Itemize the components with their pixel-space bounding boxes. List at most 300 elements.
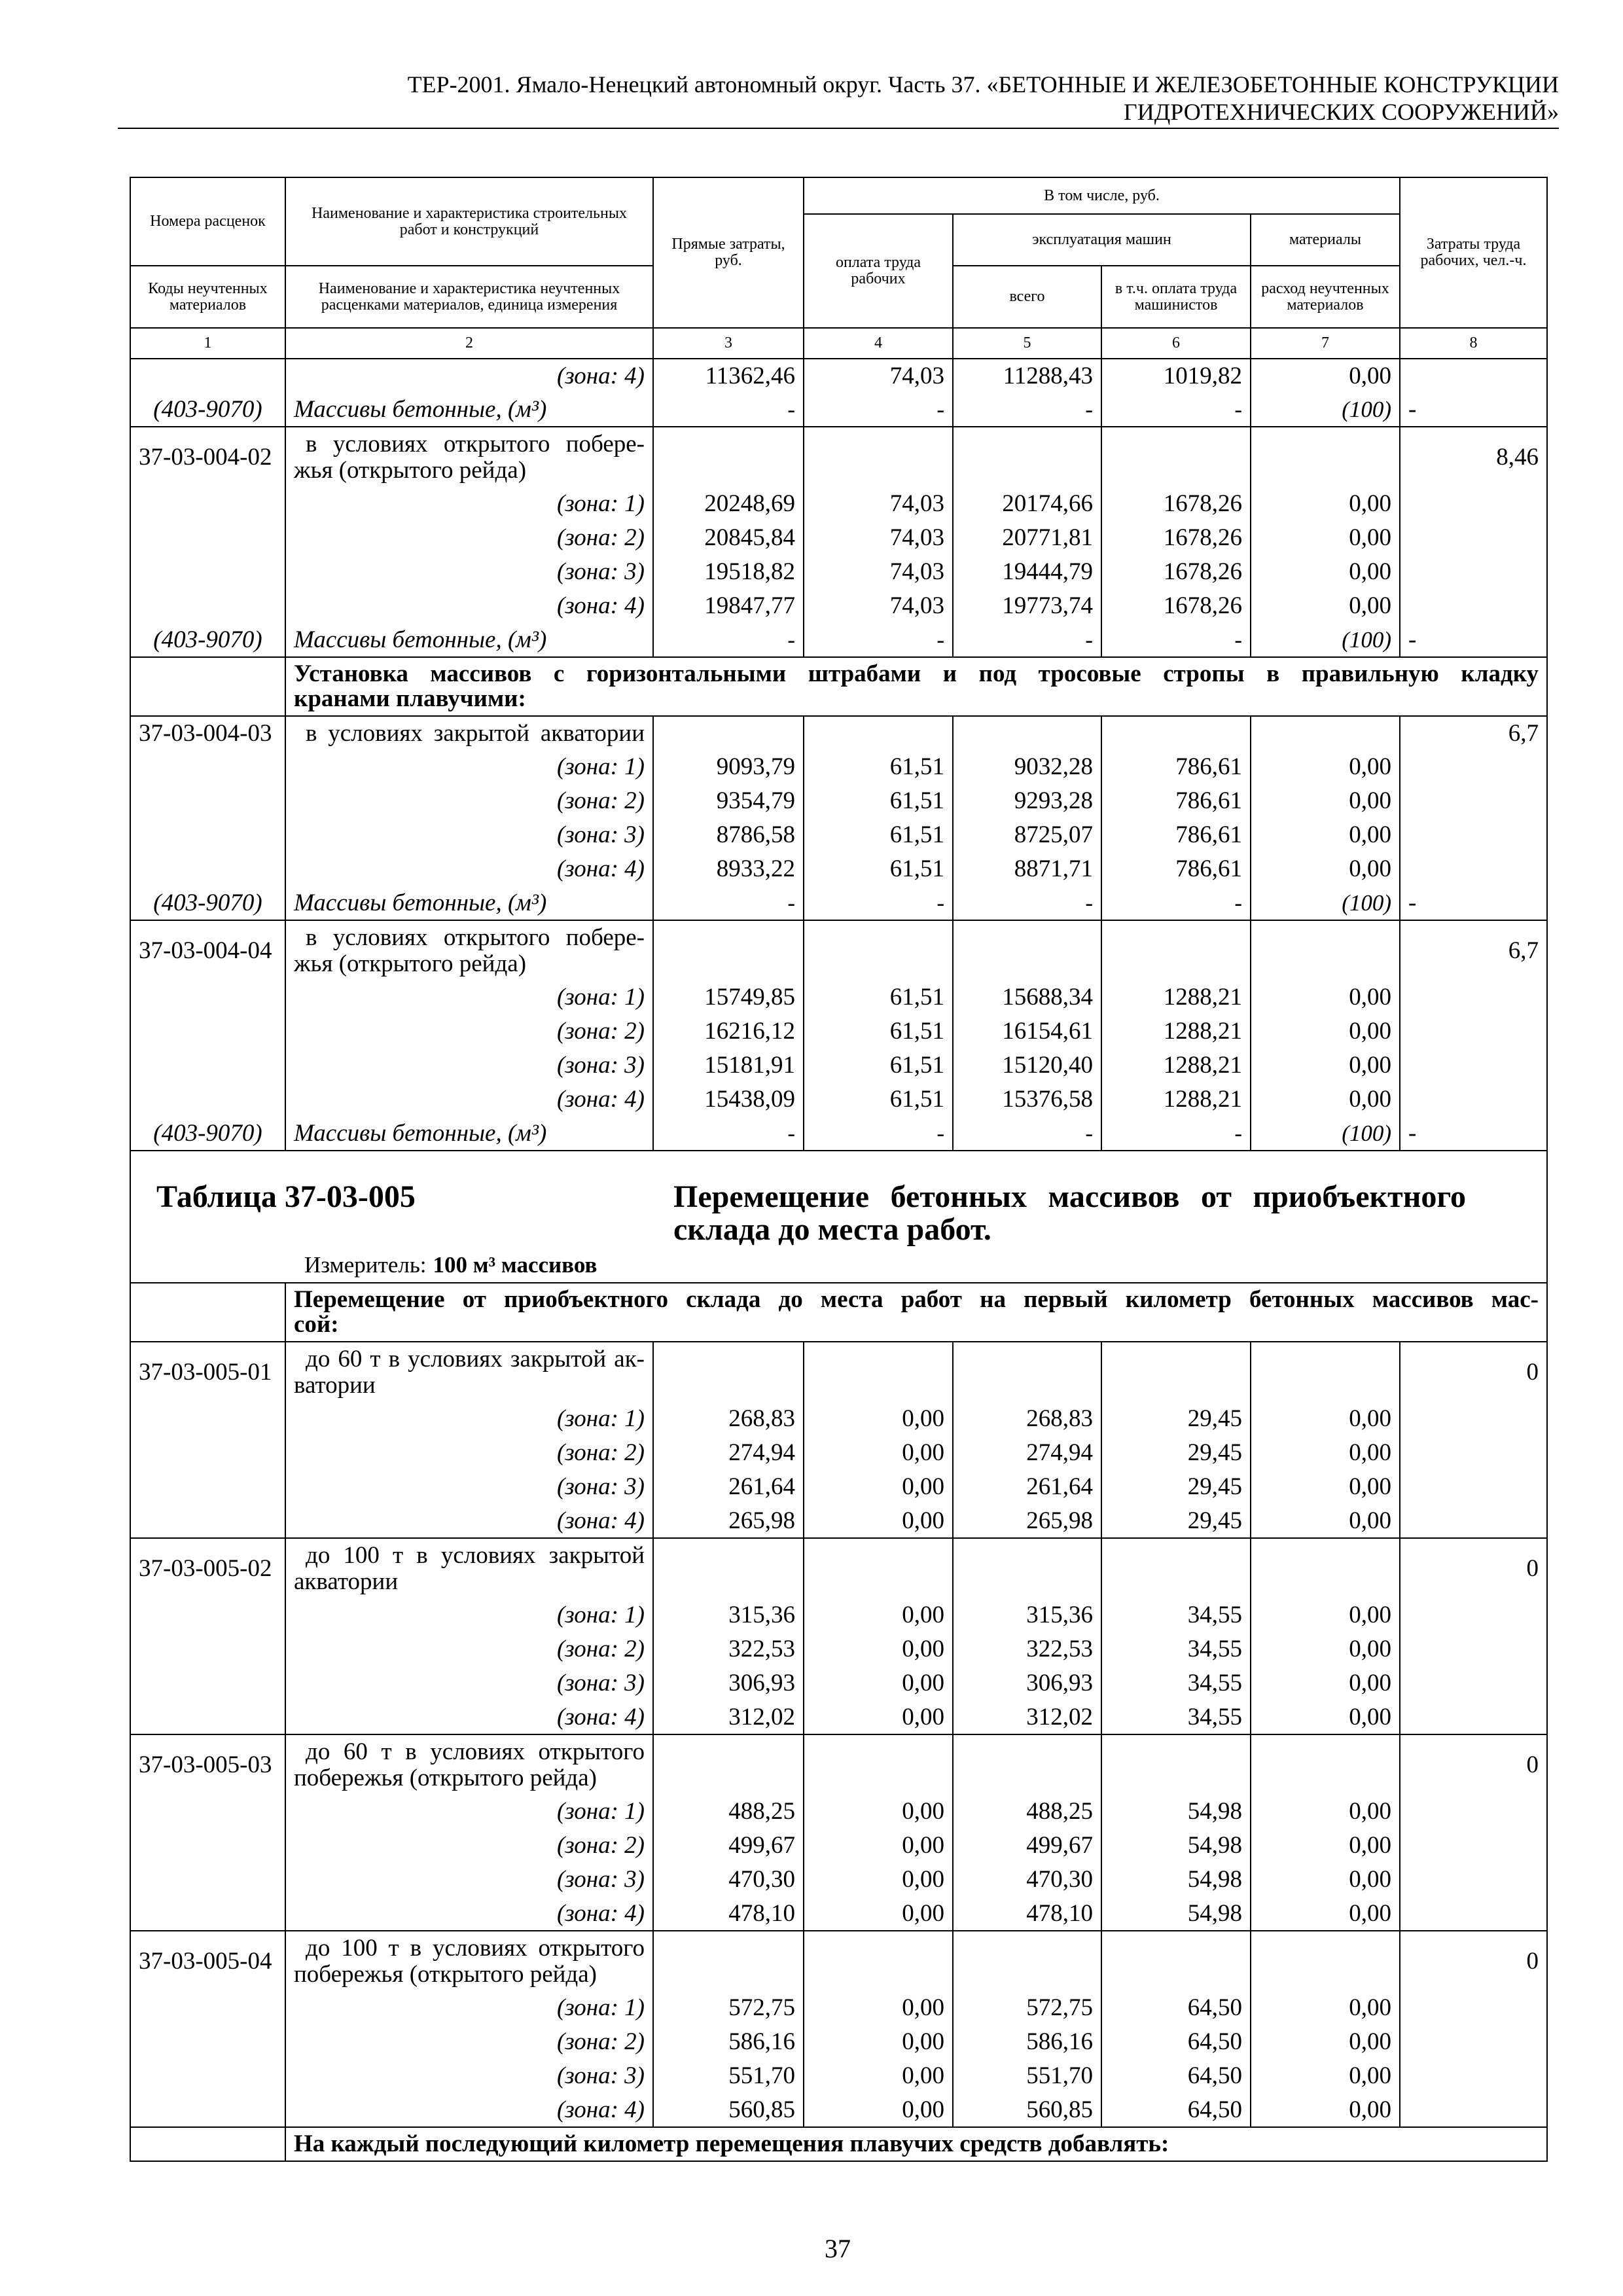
empty-cell bbox=[953, 427, 1101, 487]
empty-cell bbox=[1251, 1538, 1400, 1598]
labor-pay-value: 0,00 bbox=[804, 1402, 953, 1436]
machine-cost-value: - bbox=[953, 886, 1101, 920]
zone-row bbox=[130, 1083, 1547, 1117]
materials-value: 0,00 bbox=[1251, 1795, 1400, 1829]
material-code: (403-9070) bbox=[130, 623, 285, 657]
item-name bbox=[285, 1538, 653, 1598]
rate-code: 37-03-005-03 bbox=[130, 1734, 285, 1795]
zone-row bbox=[130, 1829, 1547, 1863]
machine-cost-value: 488,25 bbox=[953, 1795, 1101, 1829]
materials-value: 0,00 bbox=[1251, 1504, 1400, 1538]
empty-cell bbox=[1101, 427, 1251, 487]
machine-cost-value: 551,70 bbox=[953, 2059, 1101, 2093]
item-row bbox=[130, 1931, 1547, 1991]
machine-cost-value: 274,94 bbox=[953, 1436, 1101, 1470]
machine-cost-value: 9032,28 bbox=[953, 750, 1101, 784]
operator-pay-value: 29,45 bbox=[1101, 1402, 1251, 1436]
zone-label: (зона: 4) bbox=[285, 1083, 653, 1117]
header-material-name: Наименование и характеристика неучтенных расценками материалов, единица измерения bbox=[285, 266, 653, 328]
machine-cost-value: 20771,81 bbox=[953, 521, 1101, 555]
zone-label: (зона: 2) bbox=[285, 784, 653, 818]
empty-cell bbox=[1400, 1014, 1547, 1049]
table-title-line: Перемещение бетонных массивов от приобъектного bbox=[673, 1179, 1466, 1214]
section-heading-line: Установка массивов с горизонтальными штрабами и под тросовые стропы в правильную кладку bbox=[294, 660, 1539, 687]
materials-value: 0,00 bbox=[1251, 521, 1400, 555]
direct-cost-value: - bbox=[653, 623, 804, 657]
materials-value: 0,00 bbox=[1251, 2059, 1400, 2093]
labor-pay-value: 74,03 bbox=[804, 359, 953, 393]
running-header-line: ТЕР-2001. Ямало-Ненецкий автономный округ. Часть 37. «БЕТОННЫЕ И ЖЕЛЕЗОБЕТОННЫЕ КОНСТРУКЦИИ bbox=[407, 71, 1559, 98]
empty-cell bbox=[1101, 1538, 1251, 1598]
zone-label: (зона: 2) bbox=[285, 1014, 653, 1049]
operator-pay-value: 786,61 bbox=[1101, 750, 1251, 784]
materials-value: 0,00 bbox=[1251, 852, 1400, 886]
column-number-row bbox=[130, 328, 1547, 359]
section-heading-line: Перемещение от приобъектного склада до места работ на первый километр бетонных массивов мас- bbox=[294, 1286, 1539, 1313]
machine-cost-value: - bbox=[953, 623, 1101, 657]
labor-pay-value: 0,00 bbox=[804, 1436, 953, 1470]
zone-label: (зона: 4) bbox=[285, 2093, 653, 2127]
direct-cost-value: 268,83 bbox=[653, 1402, 804, 1436]
empty-cell bbox=[1400, 1632, 1547, 1666]
machine-cost-value: 16154,61 bbox=[953, 1014, 1101, 1049]
item-name-line: акватории bbox=[294, 1568, 399, 1595]
empty-cell bbox=[804, 427, 953, 487]
labor-pay-value: 0,00 bbox=[804, 2059, 953, 2093]
materials-value: (100) bbox=[1251, 1117, 1400, 1151]
page-number: 37 bbox=[825, 2234, 851, 2263]
operator-pay-value: 64,50 bbox=[1101, 1991, 1251, 2025]
section-row bbox=[130, 1283, 1547, 1342]
materials-value: 0,00 bbox=[1251, 1402, 1400, 1436]
materials-value: 0,00 bbox=[1251, 1666, 1400, 1700]
empty-cell bbox=[1101, 920, 1251, 980]
labor-hours-value: - bbox=[1400, 623, 1547, 657]
empty-cell bbox=[1400, 555, 1547, 589]
empty-cell bbox=[653, 716, 804, 750]
operator-pay-value: 1678,26 bbox=[1101, 487, 1251, 521]
zone-label: (зона: 1) bbox=[285, 1795, 653, 1829]
zone-label: (зона: 4) bbox=[285, 359, 653, 393]
empty-cell bbox=[130, 487, 285, 521]
machine-cost-value: 499,67 bbox=[953, 1829, 1101, 1863]
item-name bbox=[285, 427, 653, 487]
operator-pay-value: 786,61 bbox=[1101, 818, 1251, 852]
zone-row bbox=[130, 555, 1547, 589]
operator-pay-value: 34,55 bbox=[1101, 1700, 1251, 1734]
machine-cost-value: 268,83 bbox=[953, 1402, 1101, 1436]
operator-pay-value: 29,45 bbox=[1101, 1470, 1251, 1504]
direct-cost-value: 15181,91 bbox=[653, 1049, 804, 1083]
labor-pay-value: 61,51 bbox=[804, 784, 953, 818]
empty-cell bbox=[130, 1991, 285, 2025]
header-materials-unaccounted: расход неучтенных материалов bbox=[1251, 266, 1400, 328]
labor-pay-value: 0,00 bbox=[804, 1795, 953, 1829]
empty-cell bbox=[130, 1632, 285, 1666]
empty-cell bbox=[1400, 1991, 1547, 2025]
direct-cost-value: 20248,69 bbox=[653, 487, 804, 521]
machine-cost-value: 312,02 bbox=[953, 1700, 1101, 1734]
empty-cell bbox=[130, 1666, 285, 1700]
zone-label: (зона: 2) bbox=[285, 1632, 653, 1666]
zone-row bbox=[130, 2093, 1547, 2127]
zone-row bbox=[130, 1897, 1547, 1931]
rates-table bbox=[130, 177, 1548, 2162]
labor-pay-value: 0,00 bbox=[804, 1470, 953, 1504]
empty-cell bbox=[130, 1049, 285, 1083]
zone-row bbox=[130, 521, 1547, 555]
materials-value: 0,00 bbox=[1251, 1436, 1400, 1470]
material-row bbox=[130, 623, 1547, 657]
empty-cell bbox=[1101, 1342, 1251, 1402]
operator-pay-value: 1288,21 bbox=[1101, 1049, 1251, 1083]
direct-cost-value: 15438,09 bbox=[653, 1083, 804, 1117]
empty-cell bbox=[130, 2059, 285, 2093]
empty-cell bbox=[1400, 1795, 1547, 1829]
item-name-line: жья (открытого рейда) bbox=[294, 456, 527, 484]
machine-cost-value: 586,16 bbox=[953, 2025, 1101, 2059]
empty-cell bbox=[1400, 487, 1547, 521]
empty-cell bbox=[130, 2093, 285, 2127]
zone-label: (зона: 4) bbox=[285, 1897, 653, 1931]
empty-cell bbox=[130, 1402, 285, 1436]
empty-cell bbox=[1251, 1931, 1400, 1991]
zone-label: (зона: 3) bbox=[285, 555, 653, 589]
direct-cost-value: 15749,85 bbox=[653, 980, 804, 1014]
labor-pay-value: 61,51 bbox=[804, 818, 953, 852]
zone-row bbox=[130, 2025, 1547, 2059]
zone-row bbox=[130, 1632, 1547, 1666]
labor-hours-value: 0 bbox=[1400, 1538, 1547, 1598]
zone-row bbox=[130, 589, 1547, 623]
labor-pay-value: - bbox=[804, 623, 953, 657]
labor-pay-value: 74,03 bbox=[804, 589, 953, 623]
table-title-row bbox=[130, 1151, 1547, 1283]
zone-label: (зона: 2) bbox=[285, 1436, 653, 1470]
empty-cell bbox=[953, 920, 1101, 980]
empty-cell bbox=[130, 1700, 285, 1734]
operator-pay-value: 64,50 bbox=[1101, 2093, 1251, 2127]
machine-cost-value: 265,98 bbox=[953, 1504, 1101, 1538]
empty-cell bbox=[1400, 1402, 1547, 1436]
zone-row bbox=[130, 487, 1547, 521]
materials-value: 0,00 bbox=[1251, 750, 1400, 784]
labor-pay-value: 0,00 bbox=[804, 1897, 953, 1931]
direct-cost-value: 478,10 bbox=[653, 1897, 804, 1931]
item-name-line: в условиях закрытой акватории bbox=[306, 719, 645, 747]
empty-cell bbox=[1400, 980, 1547, 1014]
empty-cell bbox=[1400, 521, 1547, 555]
materials-value: 0,00 bbox=[1251, 1829, 1400, 1863]
empty-cell bbox=[804, 1931, 953, 1991]
empty-cell bbox=[130, 1014, 285, 1049]
labor-pay-value: 0,00 bbox=[804, 1666, 953, 1700]
item-name-line: жья (открытого рейда) bbox=[294, 950, 527, 977]
labor-pay-value: 0,00 bbox=[804, 1991, 953, 2025]
material-name: Массивы бетонные, (м³) bbox=[285, 1117, 653, 1151]
labor-pay-value: 74,03 bbox=[804, 487, 953, 521]
operator-pay-value: 54,98 bbox=[1101, 1897, 1251, 1931]
zone-row bbox=[130, 980, 1547, 1014]
empty-cell bbox=[1400, 1049, 1547, 1083]
machine-cost-value: 15120,40 bbox=[953, 1049, 1101, 1083]
labor-hours-value: 0 bbox=[1400, 1931, 1547, 1991]
materials-value: 0,00 bbox=[1251, 1632, 1400, 1666]
labor-hours-value: 8,46 bbox=[1400, 427, 1547, 487]
operator-pay-value: 1288,21 bbox=[1101, 1083, 1251, 1117]
column-number: 7 bbox=[1251, 328, 1400, 359]
labor-pay-value: - bbox=[804, 1117, 953, 1151]
item-row bbox=[130, 920, 1547, 980]
materials-value: 0,00 bbox=[1251, 2025, 1400, 2059]
empty-cell bbox=[1400, 750, 1547, 784]
zone-row bbox=[130, 1014, 1547, 1049]
operator-pay-value: 34,55 bbox=[1101, 1632, 1251, 1666]
zone-label: (зона: 2) bbox=[285, 521, 653, 555]
materials-value: 0,00 bbox=[1251, 359, 1400, 393]
direct-cost-value: 19847,77 bbox=[653, 589, 804, 623]
section-row bbox=[130, 2127, 1547, 2161]
labor-pay-value: 0,00 bbox=[804, 1632, 953, 1666]
item-row bbox=[130, 1538, 1547, 1598]
table-title bbox=[673, 1181, 1466, 1246]
machine-cost-value: 19444,79 bbox=[953, 555, 1101, 589]
empty-cell bbox=[1400, 359, 1547, 393]
material-code: (403-9070) bbox=[130, 886, 285, 920]
empty-cell bbox=[653, 427, 804, 487]
zone-label: (зона: 4) bbox=[285, 852, 653, 886]
machine-cost-value: - bbox=[953, 1117, 1101, 1151]
item-name-line: в условиях открытого побере- bbox=[306, 924, 645, 951]
empty-cell bbox=[804, 716, 953, 750]
zone-row bbox=[130, 1795, 1547, 1829]
operator-pay-value: - bbox=[1101, 886, 1251, 920]
empty-cell bbox=[130, 852, 285, 886]
item-name bbox=[285, 920, 653, 980]
empty-cell bbox=[130, 521, 285, 555]
column-number: 3 bbox=[653, 328, 804, 359]
direct-cost-value: 572,75 bbox=[653, 1991, 804, 2025]
materials-value: 0,00 bbox=[1251, 555, 1400, 589]
zone-row bbox=[130, 1470, 1547, 1504]
item-name-line: до 100 т в условиях открытого bbox=[306, 1934, 645, 1962]
rate-code: 37-03-004-02 bbox=[130, 427, 285, 487]
labor-pay-value: 74,03 bbox=[804, 555, 953, 589]
header-direct-costs: Прямые затраты, руб. bbox=[653, 177, 804, 328]
materials-value: 0,00 bbox=[1251, 1598, 1400, 1632]
column-number: 6 bbox=[1101, 328, 1251, 359]
labor-pay-value: 0,00 bbox=[804, 1700, 953, 1734]
item-name-line: до 60 т в условиях закрытой ак- bbox=[306, 1345, 645, 1372]
empty-cell bbox=[653, 1734, 804, 1795]
empty-cell bbox=[953, 1734, 1101, 1795]
item-row bbox=[130, 427, 1547, 487]
empty-cell bbox=[653, 1538, 804, 1598]
materials-value: (100) bbox=[1251, 623, 1400, 657]
materials-value: (100) bbox=[1251, 393, 1400, 427]
empty-cell bbox=[1400, 1829, 1547, 1863]
item-name-line: в условиях открытого побере- bbox=[306, 430, 645, 457]
operator-pay-value: 1288,21 bbox=[1101, 980, 1251, 1014]
item-row bbox=[130, 1342, 1547, 1402]
empty-cell bbox=[804, 1734, 953, 1795]
direct-cost-value: 306,93 bbox=[653, 1666, 804, 1700]
operator-pay-value: 29,45 bbox=[1101, 1504, 1251, 1538]
operator-pay-value: 34,55 bbox=[1101, 1598, 1251, 1632]
operator-pay-value: 64,50 bbox=[1101, 2059, 1251, 2093]
zone-row bbox=[130, 359, 1547, 393]
machine-cost-value: 315,36 bbox=[953, 1598, 1101, 1632]
item-name bbox=[285, 716, 653, 750]
labor-hours-value: 6,7 bbox=[1400, 716, 1547, 750]
labor-pay-value: 0,00 bbox=[804, 1504, 953, 1538]
direct-cost-value: 9354,79 bbox=[653, 784, 804, 818]
zone-row bbox=[130, 784, 1547, 818]
operator-pay-value: 1288,21 bbox=[1101, 1014, 1251, 1049]
running-header-line: ГИДРОТЕХНИЧЕСКИХ СООРУЖЕНИЙ» bbox=[1123, 99, 1559, 125]
materials-value: 0,00 bbox=[1251, 1897, 1400, 1931]
zone-row bbox=[130, 1504, 1547, 1538]
labor-hours-value: - bbox=[1400, 1117, 1547, 1151]
machine-cost-value: 478,10 bbox=[953, 1897, 1101, 1931]
empty-cell bbox=[1400, 589, 1547, 623]
section-row bbox=[130, 657, 1547, 716]
item-name bbox=[285, 1931, 653, 1991]
direct-cost-value: 586,16 bbox=[653, 2025, 804, 2059]
zone-label: (зона: 3) bbox=[285, 1470, 653, 1504]
header-divider bbox=[118, 128, 1559, 129]
operator-pay-value: 54,98 bbox=[1101, 1795, 1251, 1829]
measure-unit bbox=[304, 1252, 597, 1278]
header-row bbox=[130, 177, 1547, 214]
zone-row bbox=[130, 1863, 1547, 1897]
empty-cell bbox=[1400, 2025, 1547, 2059]
section-heading bbox=[285, 1283, 1547, 1342]
zone-row bbox=[130, 1700, 1547, 1734]
empty-cell bbox=[953, 1342, 1101, 1402]
empty-cell bbox=[130, 1598, 285, 1632]
header-rate-numbers: Номера расценок bbox=[130, 177, 285, 266]
column-number: 2 bbox=[285, 328, 653, 359]
direct-cost-value: 19518,82 bbox=[653, 555, 804, 589]
zone-label: (зона: 3) bbox=[285, 1863, 653, 1897]
zone-row bbox=[130, 852, 1547, 886]
empty-cell bbox=[1400, 1897, 1547, 1931]
table-body bbox=[130, 359, 1547, 2161]
empty-cell bbox=[1251, 920, 1400, 980]
header-material-codes: Коды неучтенных материалов bbox=[130, 266, 285, 328]
materials-value: 0,00 bbox=[1251, 589, 1400, 623]
rate-code: 37-03-004-03 bbox=[130, 716, 285, 750]
labor-pay-value: 61,51 bbox=[804, 980, 953, 1014]
labor-pay-value: 61,51 bbox=[804, 852, 953, 886]
zone-label: (зона: 1) bbox=[285, 487, 653, 521]
table-number: Таблица 37-03-005 bbox=[156, 1179, 416, 1214]
material-code: (403-9070) bbox=[130, 393, 285, 427]
direct-cost-value: 8933,22 bbox=[653, 852, 804, 886]
operator-pay-value: 54,98 bbox=[1101, 1829, 1251, 1863]
materials-value: 0,00 bbox=[1251, 818, 1400, 852]
section-heading-line: На каждый последующий километр перемещения плавучих средств добавлять: bbox=[294, 2130, 1169, 2157]
machine-cost-value: 261,64 bbox=[953, 1470, 1101, 1504]
zone-label: (зона: 3) bbox=[285, 2059, 653, 2093]
table-title-block bbox=[130, 1151, 1547, 1283]
machine-cost-value: 470,30 bbox=[953, 1863, 1101, 1897]
empty-cell bbox=[130, 818, 285, 852]
labor-pay-value: - bbox=[804, 886, 953, 920]
item-name-line: ватории bbox=[294, 1371, 376, 1399]
direct-cost-value: 312,02 bbox=[653, 1700, 804, 1734]
column-number: 4 bbox=[804, 328, 953, 359]
empty-cell bbox=[1400, 784, 1547, 818]
machine-cost-value: 322,53 bbox=[953, 1632, 1101, 1666]
direct-cost-value: - bbox=[653, 1117, 804, 1151]
direct-cost-value: 261,64 bbox=[653, 1470, 804, 1504]
zone-label: (зона: 1) bbox=[285, 980, 653, 1014]
rate-code: 37-03-005-02 bbox=[130, 1538, 285, 1598]
direct-cost-value: 265,98 bbox=[653, 1504, 804, 1538]
materials-value: 0,00 bbox=[1251, 1863, 1400, 1897]
empty-cell bbox=[953, 716, 1101, 750]
materials-value: 0,00 bbox=[1251, 784, 1400, 818]
labor-pay-value: 61,51 bbox=[804, 750, 953, 784]
material-name: Массивы бетонные, (м³) bbox=[285, 623, 653, 657]
empty-cell bbox=[1400, 2093, 1547, 2127]
zone-label: (зона: 4) bbox=[285, 1504, 653, 1538]
empty-cell bbox=[1251, 1734, 1400, 1795]
machine-cost-value: 9293,28 bbox=[953, 784, 1101, 818]
labor-pay-value: - bbox=[804, 393, 953, 427]
rate-code: 37-03-004-04 bbox=[130, 920, 285, 980]
empty-cell bbox=[953, 1931, 1101, 1991]
item-name-line: до 100 т в условиях закрытой bbox=[306, 1541, 645, 1569]
rate-code: 37-03-005-01 bbox=[130, 1342, 285, 1402]
labor-hours-value: 0 bbox=[1400, 1342, 1547, 1402]
empty-cell bbox=[130, 980, 285, 1014]
materials-value: (100) bbox=[1251, 886, 1400, 920]
material-name: Массивы бетонные, (м³) bbox=[285, 886, 653, 920]
direct-cost-value: 470,30 bbox=[653, 1863, 804, 1897]
header-labor-hours: Затраты труда рабочих, чел.-ч. bbox=[1400, 177, 1547, 328]
empty-cell bbox=[130, 1795, 285, 1829]
machine-cost-value: 20174,66 bbox=[953, 487, 1101, 521]
item-row bbox=[130, 1734, 1547, 1795]
machine-cost-value: 19773,74 bbox=[953, 589, 1101, 623]
machine-cost-value: 11288,43 bbox=[953, 359, 1101, 393]
labor-pay-value: 0,00 bbox=[804, 1829, 953, 1863]
machine-cost-value: 8871,71 bbox=[953, 852, 1101, 886]
empty-cell bbox=[130, 359, 285, 393]
empty-cell bbox=[130, 1283, 285, 1342]
material-row bbox=[130, 393, 1547, 427]
zone-label: (зона: 1) bbox=[285, 1598, 653, 1632]
item-name-line: побережья (открытого рейда) bbox=[294, 1764, 597, 1791]
measure-label: Измеритель: bbox=[304, 1252, 427, 1278]
header-machines: эксплуатация машин bbox=[953, 214, 1251, 266]
labor-pay-value: 74,03 bbox=[804, 521, 953, 555]
empty-cell bbox=[653, 1931, 804, 1991]
operator-pay-value: 54,98 bbox=[1101, 1863, 1251, 1897]
zone-row bbox=[130, 1436, 1547, 1470]
machine-cost-value: 572,75 bbox=[953, 1991, 1101, 2025]
labor-pay-value: 0,00 bbox=[804, 1863, 953, 1897]
operator-pay-value: 1678,26 bbox=[1101, 589, 1251, 623]
measure-value: 100 м³ массивов bbox=[433, 1252, 597, 1278]
labor-pay-value: 61,51 bbox=[804, 1014, 953, 1049]
section-heading bbox=[285, 657, 1547, 716]
direct-cost-value: 9093,79 bbox=[653, 750, 804, 784]
empty-cell bbox=[953, 1538, 1101, 1598]
